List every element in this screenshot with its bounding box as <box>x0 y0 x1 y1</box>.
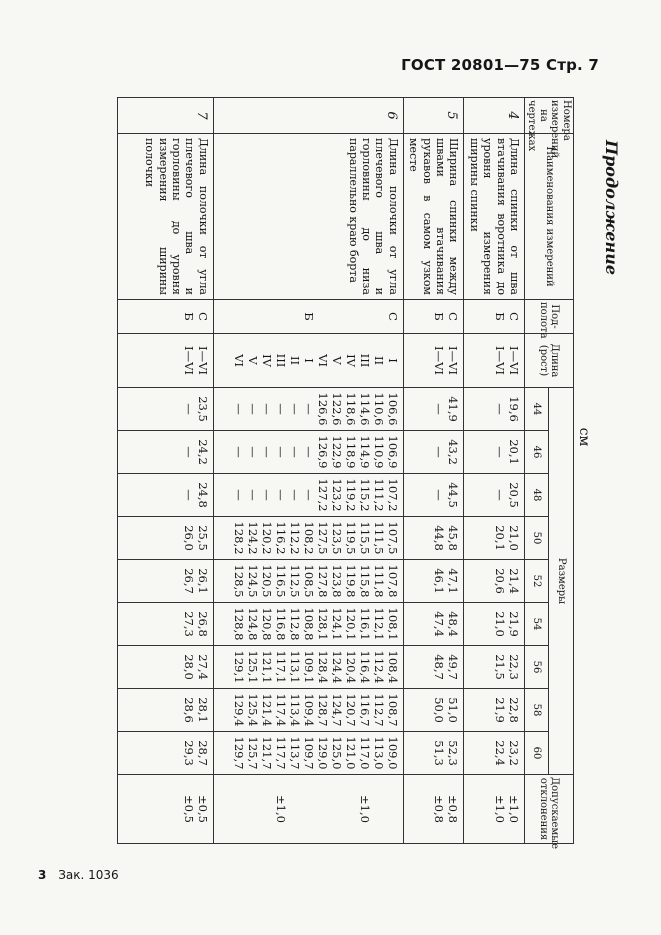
size-header: 56 <box>525 646 550 689</box>
sub-cell: С Б <box>213 300 403 334</box>
size-cell: 24,2 — <box>117 431 213 474</box>
size-header: 44 <box>525 388 550 431</box>
size-cell: 26,1 26,7 <box>117 560 213 603</box>
size-cell: 108,1 112,1 116,1 120,1 124,1 128,1 108,8 112,8 116,8 120,8 124,8 128,8 <box>213 603 403 646</box>
rotated-table-container <box>88 97 592 850</box>
tolerance-cell: ±0,8 ±0,8 <box>403 775 464 844</box>
size-cell: 22,3 21,5 <box>464 646 525 689</box>
size-cell: 106,9 110,9 114,9 118,9 122,9 126,9 — — — — — — <box>213 431 403 474</box>
tolerance-cell: ±0,5 ±0,5 <box>117 775 213 844</box>
size-cell: 25,5 26,0 <box>117 517 213 560</box>
size-cell: 108,7 112,7 116,7 120,7 124,7 128,7 109,4 113,4 117,4 121,4 125,4 129,4 <box>213 689 403 732</box>
col-len-header: Длина (рост) <box>525 334 574 388</box>
size-cell: 106,6 110,6 114,6 118,6 122,6 126,6 — — — — — — <box>213 388 403 431</box>
size-cell: 28,1 28,6 <box>117 689 213 732</box>
page-number: 3 <box>38 868 47 882</box>
col-nums-header: Номера измерений на чертежах <box>525 98 574 134</box>
measure-name: Длина полочки от угла плечевого шва и горловины до уровня измерения ширины полочки <box>117 134 213 300</box>
size-cell: 107,5 111,5 115,5 119,5 123,5 127,5 108,2 112,2 116,2 120,2 124,2 128,2 <box>213 517 403 560</box>
page-header: ГОСТ 20801—75 Стр. 7 <box>401 56 599 74</box>
size-header: 54 <box>525 603 550 646</box>
header-row <box>549 98 574 844</box>
size-cell: 22,8 21,9 <box>464 689 525 732</box>
measure-name: Длина полочки от угла плечевого шва и горловины до низа параллельно краю борта <box>213 134 403 300</box>
size-cell: 23,2 22,4 <box>464 732 525 775</box>
size-cell: 26,8 27,3 <box>117 603 213 646</box>
table-row <box>464 98 525 844</box>
size-cell: 21,4 20,6 <box>464 560 525 603</box>
size-cell: 107,2 111,2 115,2 119,2 123,2 127,2 — — — — — — <box>213 474 403 517</box>
col-name-header: Наименования измерений <box>525 134 574 300</box>
size-header: 46 <box>525 431 550 474</box>
tolerance-cell: ±1,0 ±1,0 <box>213 775 403 844</box>
size-cell: 45,8 44,8 <box>403 517 464 560</box>
col-tol-header: Допускаемые отклонения <box>525 775 574 844</box>
measure-name: Длина спинки от шва втачивания воротника до уровня измерения ширины спинки <box>464 134 525 300</box>
size-cell: 51,0 50,0 <box>403 689 464 732</box>
size-cell: 27,4 28,0 <box>117 646 213 689</box>
sub-cell: С Б <box>464 300 525 334</box>
table-row <box>403 98 464 844</box>
measurements-table <box>117 97 574 850</box>
size-cell: 52,3 51,3 <box>403 732 464 775</box>
order-number: Зак. 1036 <box>58 868 119 882</box>
size-header: 58 <box>525 689 550 732</box>
len-cell: I II III IV V VI I II III IV V VI <box>213 334 403 388</box>
size-header: 52 <box>525 560 550 603</box>
page-footer <box>38 868 119 882</box>
size-cell: 48,4 47,4 <box>403 603 464 646</box>
len-cell: I—VI I—VI <box>464 334 525 388</box>
measure-name: Ширина спинки между швами втачивания рукавов в самом узком месте <box>403 134 464 300</box>
size-header: 50 <box>525 517 550 560</box>
unit-label: см <box>576 427 592 447</box>
measure-number: 4 <box>464 98 525 134</box>
size-cell: 108,4 112,4 116,4 120,4 124,4 128,4 109,1 113,1 117,1 121,1 125,1 129,1 <box>213 646 403 689</box>
size-cell: 21,9 21,0 <box>464 603 525 646</box>
size-cell: 47,1 46,1 <box>403 560 464 603</box>
len-cell: I—VI I—VI <box>403 334 464 388</box>
col-sizes-header: Размеры <box>549 388 574 775</box>
size-cell: 109,0 113,0 117,0 121,0 125,0 129,0 109,7 113,7 117,7 121,7 125,7 129,7 <box>213 732 403 775</box>
size-cell: 20,5 — <box>464 474 525 517</box>
size-cell: 20,1 — <box>464 431 525 474</box>
size-cell: 49,7 48,7 <box>403 646 464 689</box>
size-cell: 19,6 — <box>464 388 525 431</box>
size-cell: 43,2 — <box>403 431 464 474</box>
size-cell: 24,8 — <box>117 474 213 517</box>
size-header: 60 <box>525 732 550 775</box>
measure-number: 6 <box>213 98 403 134</box>
size-cell: 23,5 — <box>117 388 213 431</box>
table-row <box>213 98 403 844</box>
table-row <box>117 98 213 844</box>
measure-number: 5 <box>403 98 464 134</box>
continuation-label: Продолжение <box>602 140 621 276</box>
sub-cell: С Б <box>117 300 213 334</box>
sub-cell: С Б <box>403 300 464 334</box>
measure-number: 7 <box>117 98 213 134</box>
size-cell: 107,8 111,8 115,8 119,8 123,8 127,8 108,5 112,5 116,5 120,5 124,5 128,5 <box>213 560 403 603</box>
size-header: 48 <box>525 474 550 517</box>
size-cell: 21,0 20,1 <box>464 517 525 560</box>
size-cell: 28,7 29,3 <box>117 732 213 775</box>
size-cell: 44,5 — <box>403 474 464 517</box>
len-cell: I—VI I—VI <box>117 334 213 388</box>
size-cell: 41,9 — <box>403 388 464 431</box>
tolerance-cell: ±1,0 ±1,0 <box>464 775 525 844</box>
col-sub-header: Под-полота <box>525 300 574 334</box>
